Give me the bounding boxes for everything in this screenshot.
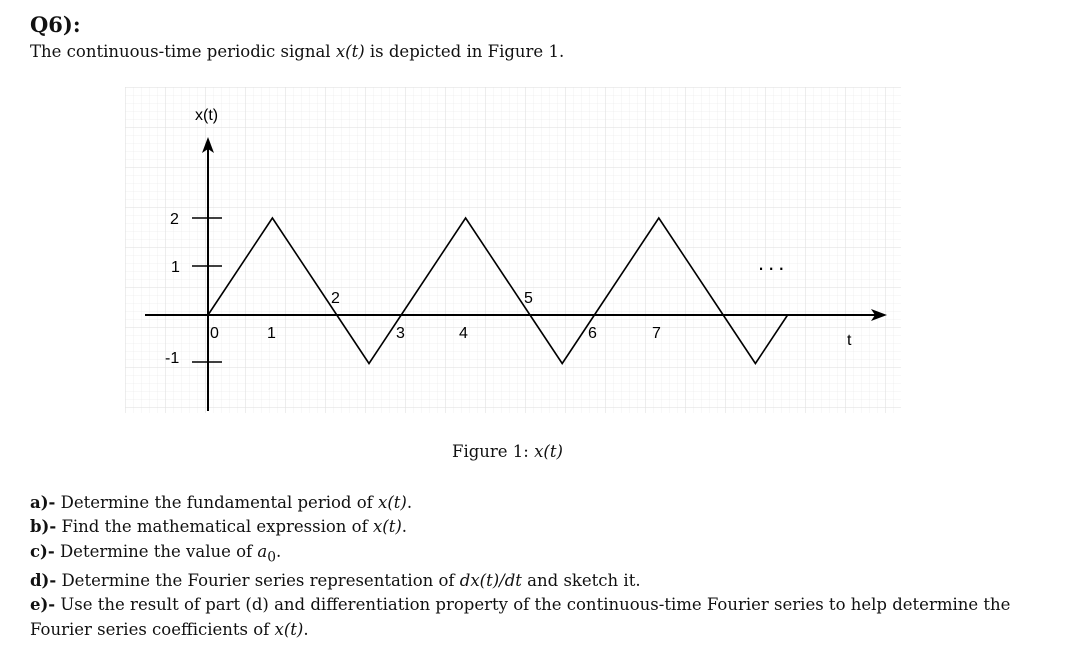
- part-label: b)-: [30, 517, 57, 537]
- part-b: [30, 515, 1070, 539]
- x-tick-label-7: 7: [652, 325, 661, 342]
- part-label: e)-: [30, 595, 56, 615]
- caption-math: x(t): [534, 442, 563, 461]
- part-label: c)-: [30, 541, 55, 561]
- part-label: a)-: [30, 493, 56, 512]
- y-tick-label-1: 1: [171, 259, 180, 276]
- y-tick-label-2: 2: [170, 211, 179, 228]
- x-tick-label-2: 2: [331, 290, 340, 307]
- x-tick-label-1: 1: [267, 325, 276, 342]
- part-math: x(t): [378, 493, 407, 512]
- x-tick-label-5: 5: [524, 290, 533, 307]
- part-tail: .: [406, 493, 413, 512]
- question-title: Q6):: [30, 12, 81, 37]
- part-a: [30, 491, 1070, 515]
- part-c: [30, 540, 1070, 570]
- question-parts: [30, 491, 1070, 642]
- part-math-subscript: 0: [267, 548, 277, 565]
- part-math: x(t): [372, 517, 402, 537]
- part-tail: and sketch it.: [521, 571, 641, 591]
- part-e: [30, 593, 1070, 642]
- y-axis-label: x(t): [195, 107, 219, 124]
- part-label: d)-: [30, 571, 57, 591]
- signal-chart: [125, 87, 901, 413]
- figure-caption: [452, 442, 563, 461]
- part-tail: .: [401, 517, 408, 537]
- x-axis-label: t: [847, 332, 852, 349]
- figure-1: [125, 87, 901, 413]
- part-text: Determine the Fourier series representation of: [56, 571, 460, 591]
- intro-after: is depicted in Figure 1.: [364, 42, 565, 61]
- intro-math: x(t): [335, 42, 365, 61]
- part-math: x(t): [274, 619, 304, 639]
- part-text: Use the result of part (d) and differentiation property of the continuous-time Fourier series to help determine the Fourier series coefficients of: [30, 595, 1011, 639]
- part-text: Determine the fundamental period of: [55, 493, 379, 512]
- part-text: Determine the value of: [54, 541, 258, 561]
- part-math: a: [257, 541, 268, 561]
- x-tick-label-4: 4: [459, 325, 468, 342]
- continuation-dots: ...: [758, 250, 789, 275]
- caption-label: Figure 1:: [452, 442, 535, 461]
- x-tick-label-0: 0: [210, 325, 219, 342]
- intro-before: The continuous-time periodic signal: [30, 42, 336, 61]
- intro-text: [30, 42, 564, 61]
- y-tick-label-minus-1: -1: [165, 350, 180, 367]
- part-text: Find the mathematical expression of: [56, 517, 373, 537]
- part-math: dx(t)/dt: [459, 571, 522, 591]
- x-tick-label-6: 6: [588, 325, 597, 342]
- part-tail: .: [303, 619, 309, 639]
- part-tail: .: [276, 541, 282, 561]
- part-d: [30, 569, 1070, 593]
- x-tick-label-3: 3: [396, 325, 405, 342]
